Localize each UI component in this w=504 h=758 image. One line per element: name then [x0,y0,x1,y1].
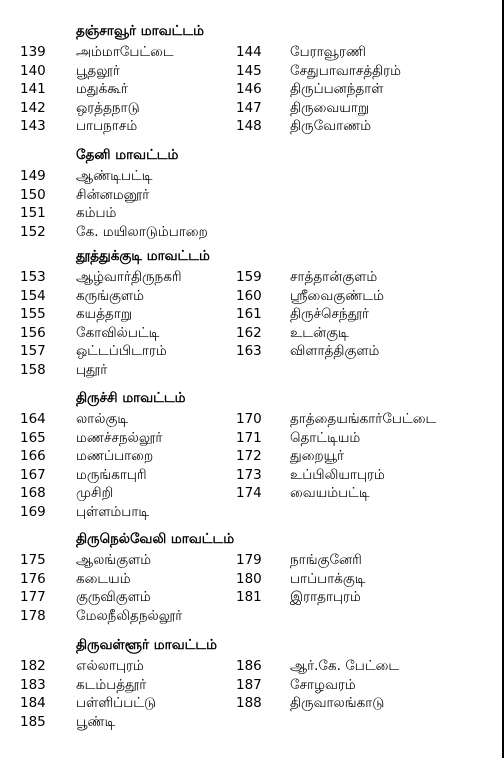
entry-name: பாப்பாக்குடி [290,570,366,587]
list-row [0,694,504,713]
entry-name: மணப்பாறை [76,448,154,465]
entry-number: 172 [236,448,262,465]
entry-number: 188 [236,695,262,712]
entry-name: லால்குடி [76,411,129,427]
list-row [0,80,504,99]
entry-number: 147 [236,99,262,116]
entry-number: 183 [20,676,46,693]
list-row [0,361,504,380]
entry-number: 174 [236,485,262,502]
entry-name: திருவாலங்காடு [290,695,385,712]
district-heading: தஞ்சாவூர் மாவட்டம் [76,23,204,39]
district-heading: திருநெல்வேலி மாவட்டம் [76,531,235,547]
entry-name: தாத்தையங்கார்பேட்டை [290,411,437,427]
list-row [0,117,504,136]
entry-number: 142 [20,99,46,116]
entry-name: ஒரத்தநாடு [76,99,140,116]
entry-number: 177 [20,589,46,606]
entry-name: நாங்குனேரி [290,552,362,568]
entry-number: 151 [20,205,46,222]
entry-name: ஸ்ரீவைகுண்டம் [290,287,384,304]
entry-name: பூண்டி [76,713,116,730]
entry-name: கருங்குளம் [76,287,144,304]
entry-number: 175 [20,552,46,568]
entry-name: ஆண்டிபட்டி [76,168,153,184]
entry-name: இராதாபுரம் [290,589,361,606]
entry-name: கடையம் [76,570,131,587]
entry-number: 181 [236,589,262,606]
entry-name: திருப்பனந்தாள் [290,81,384,98]
list-row [0,43,504,62]
entry-name: சோழவரம் [290,676,356,693]
list-row [0,503,504,522]
entry-number: 150 [20,186,46,203]
list-row [0,287,504,306]
entry-name: ஆழ்வார்திருநகரி [76,269,182,285]
entry-name: அம்மாபேட்டை [76,44,174,60]
list-row [0,607,504,626]
entry-number: 160 [236,287,262,304]
list-row [0,186,504,205]
list-row [0,657,504,676]
entry-name: மருங்காபுரி [76,466,147,483]
entry-name: மதுக்கூர் [76,81,128,98]
entry-number: 153 [20,269,46,285]
entry-name: கம்பம் [76,205,117,222]
entry-name: கோவில்பட்டி [76,324,160,341]
entry-number: 159 [236,269,262,285]
entry-number: 173 [236,466,262,483]
entry-name: முசிறி [76,485,114,502]
entry-number: 156 [20,324,46,341]
entry-name: பேராவூரணி [290,44,366,60]
entry-name: ஆர்.கே. பேட்டை [290,658,400,674]
list-row [0,268,504,287]
entry-name: புள்ளம்பாடி [76,504,150,520]
entry-name: ஒட்டப்பிடாரம் [76,343,167,360]
entry-name: மேலநீலிதநல்லூர் [76,607,183,624]
entry-number: 163 [236,343,262,360]
entry-number: 162 [236,324,262,341]
entry-number: 145 [236,62,262,79]
entry-number: 149 [20,168,46,184]
entry-name: மணச்சநல்லூர் [76,429,163,446]
entry-number: 184 [20,695,46,712]
list-row [0,588,504,607]
entry-name: திருச்செந்தூர் [290,306,369,323]
entry-number: 143 [20,118,46,135]
entry-number: 155 [20,306,46,323]
entry-name: விளாத்திகுளம் [290,343,380,360]
entry-number: 152 [20,223,46,240]
entry-name: ஆலங்குளம் [76,552,152,568]
list-row [0,676,504,695]
entry-number: 166 [20,448,46,465]
entry-number: 185 [20,713,46,730]
entry-name: சாத்தான்குளம் [290,269,378,285]
list-row [0,223,504,242]
entry-name: பாபநாசம் [76,118,138,135]
entry-number: 164 [20,411,46,427]
entry-number: 171 [236,429,262,446]
entry-number: 139 [20,44,46,60]
district-heading: திருவள்ளூர் மாவட்டம் [76,637,217,653]
entry-name: திருவோணம் [290,118,372,135]
list-row [0,466,504,485]
district-heading: தேனி மாவட்டம் [76,147,179,163]
entry-name: உடன்குடி [290,324,349,341]
list-row [0,551,504,570]
entry-name: கயத்தாறு [76,306,133,323]
list-row [0,305,504,324]
list-row [0,410,504,429]
entry-name: தொட்டியம் [290,429,361,446]
entry-number: 176 [20,570,46,587]
list-row [0,99,504,118]
entry-name: திருவையாறு [290,99,370,116]
entry-number: 182 [20,658,46,674]
entry-number: 146 [236,81,262,98]
entry-number: 140 [20,62,46,79]
entry-number: 180 [236,570,262,587]
list-row [0,62,504,81]
entry-number: 178 [20,607,46,624]
entry-number: 141 [20,81,46,98]
entry-name: பூதலூர் [76,62,120,79]
list-row [0,324,504,343]
entry-name: பள்ளிப்பட்டு [76,695,157,712]
entry-number: 157 [20,343,46,360]
entry-name: கடம்பத்தூர் [76,676,147,693]
entry-name: வையம்பட்டி [290,485,370,502]
entry-number: 148 [236,118,262,135]
entry-name: துறையூர் [290,448,345,465]
list-row [0,167,504,186]
entry-number: 170 [236,411,262,427]
list-row [0,447,504,466]
entry-number: 161 [236,306,262,323]
district-heading: திருச்சி மாவட்டம் [76,390,186,406]
list-row [0,713,504,732]
entry-number: 187 [236,676,262,693]
entry-number: 165 [20,429,46,446]
list-row [0,342,504,361]
list-row [0,429,504,448]
entry-number: 144 [236,44,262,60]
district-heading: தூத்துக்குடி மாவட்டம் [76,248,210,264]
entry-number: 154 [20,287,46,304]
entry-name: புதூர் [76,362,108,378]
entry-number: 167 [20,466,46,483]
entry-number: 186 [236,658,262,674]
entry-name: சேதுபாவாசத்திரம் [290,62,402,79]
entry-name: உப்பிலியாபுரம் [290,466,385,483]
entry-number: 179 [236,552,262,568]
entry-name: கே. மயிலாடும்பாறை [76,223,208,240]
list-row [0,484,504,503]
entry-number: 169 [20,504,46,520]
entry-name: எல்லாபுரம் [76,658,144,674]
entry-number: 168 [20,485,46,502]
entry-number: 158 [20,362,46,378]
list-row [0,570,504,589]
list-row [0,204,504,223]
entry-name: சின்னமனூர் [76,186,150,203]
entry-name: குருவிகுளம் [76,589,151,606]
